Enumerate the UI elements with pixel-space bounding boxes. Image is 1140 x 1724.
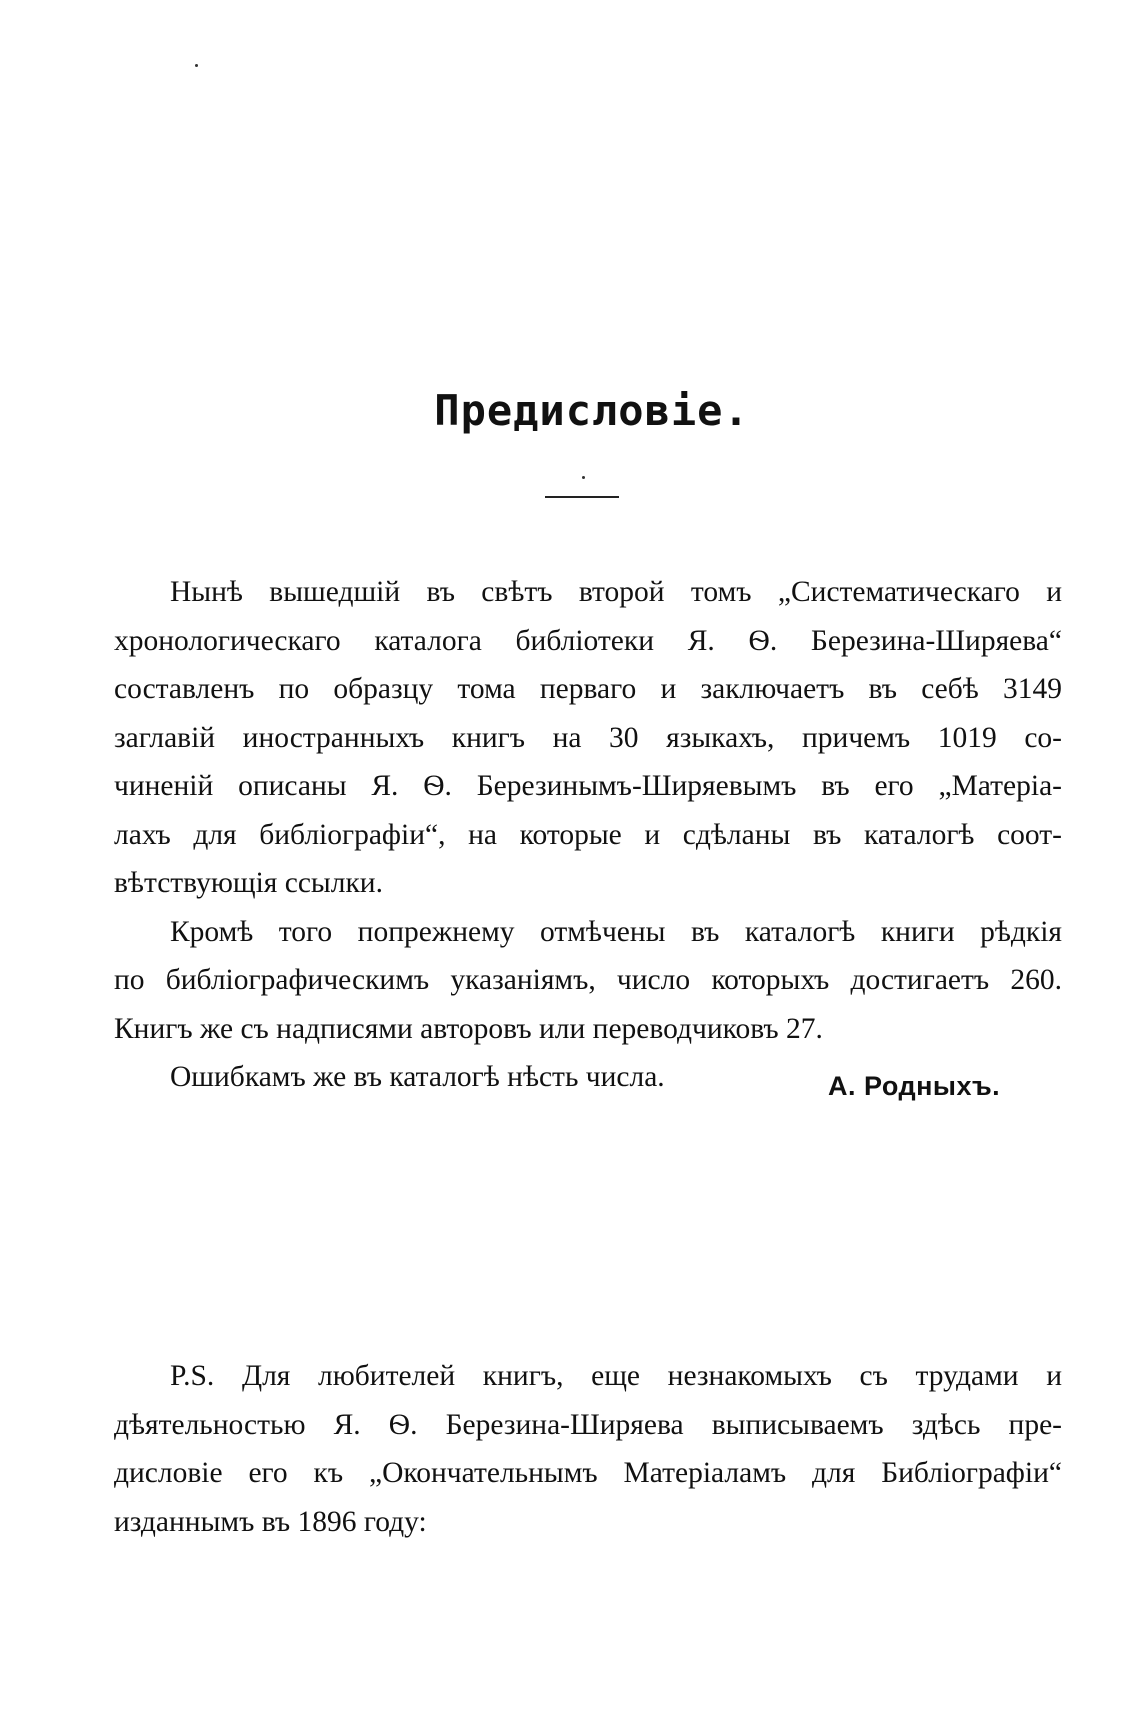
text-line: дѣятельностью Я. Ѳ. Березина-Ширяева выписываемъ здѣсь пре- [114,1408,1062,1441]
text-line: хронологическаго каталога библіотеки Я. Ѳ. Березина-Ширяева“ [114,624,1062,657]
text-line: Кромѣ того попрежнему отмѣчены въ каталогѣ книги рѣдкія [170,915,1062,948]
text-line: составленъ по образцу тома перваго и заключаетъ въ себѣ 3149 [114,673,1062,705]
preface-body [114,568,1062,1102]
text-line: вѣтствующія ссылки. [114,867,383,899]
text-line: лахъ для библіографіи“, на которые и сдѣланы въ каталогѣ соот- [114,818,1062,851]
text-line: Книгъ же съ надписями авторовъ или переводчиковъ 27. [114,1012,823,1045]
text-line: Ошибкамъ же въ каталогѣ нѣсть числа. [170,1061,665,1093]
print-speck [582,476,585,479]
text-line: Нынѣ вышедшій въ свѣтъ второй томъ „Систематическаго и [170,576,1062,608]
page-title: Предисловіе. [434,386,750,435]
text-line: дисловіе его къ „Окончательнымъ Матеріаламъ для Библіографіи“ [114,1457,1062,1489]
author-signature: А. Родныхъ. [828,1071,1001,1101]
text-line: чиненій описаны Я. Ѳ. Березинымъ-Ширяевымъ въ его „Матеріа- [114,770,1062,802]
text-line: изданнымъ въ 1896 году: [114,1505,427,1538]
text-line: по библіографическимъ указаніямъ, число которыхъ достигаетъ 260. [114,964,1062,996]
postscript [114,1352,1062,1546]
text-line: P.S. Для любителей книгъ, еще незнакомыхъ съ трудами и [170,1360,1062,1392]
paragraph-2 [114,908,1062,1054]
title-divider [545,496,619,498]
text-line: заглавій иностранныхъ книгъ на 30 языкахъ, причемъ 1019 со- [114,721,1062,754]
paragraph-1 [114,568,1062,908]
print-speck [195,64,198,67]
postscript-paragraph [114,1352,1062,1546]
